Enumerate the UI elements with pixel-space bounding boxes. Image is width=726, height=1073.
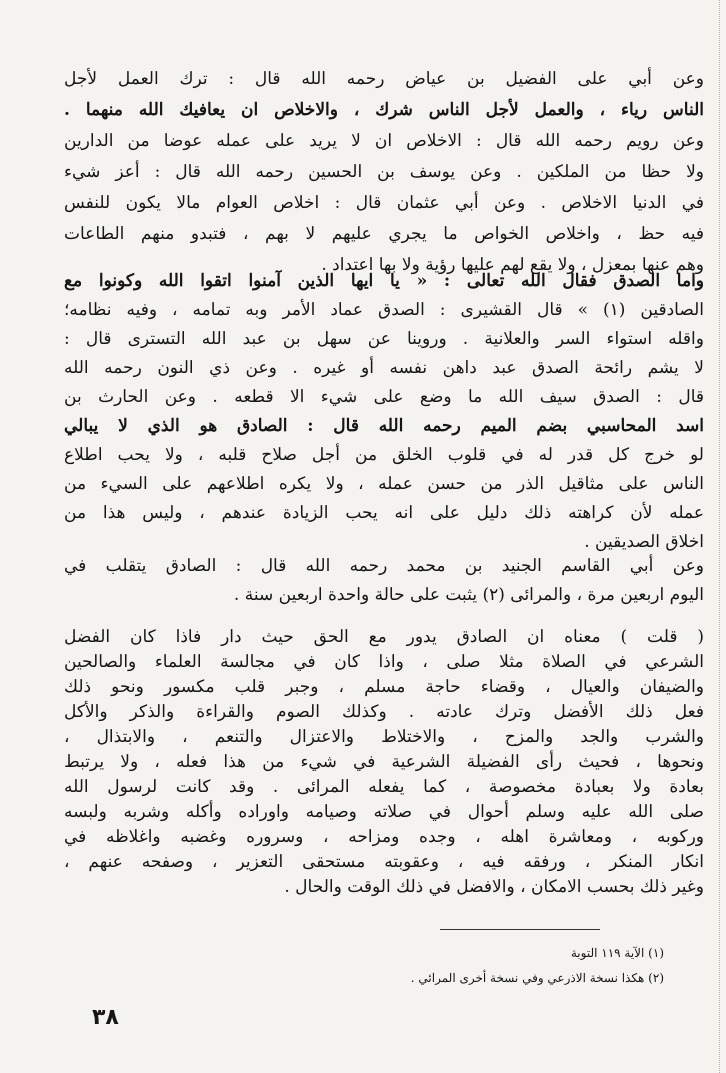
text-line: فعل ذلك الأفضل وترك عادته . وكذلك الصوم والقراءة والذكر والأكل [64, 702, 704, 722]
text-line: الصادقين (١) » قال القشيرى : الصدق عماد الأمر وبه تمامه ، وفيه نظامه؛ [64, 300, 704, 320]
text-line: اسد المحاسبي بضم الميم رحمه الله قال : الصادق هو الذي لا يبالي [64, 416, 704, 436]
text-line: والشرب والجد والمزح ، والاختلاط والاعتزال والتنعم ، والابتذال ، [64, 727, 704, 747]
footnote-2: (٢) هكذا نسخة الاذرعي وفي نسخة أخرى المرائي . [410, 971, 664, 985]
text-line: ( قلت ) معناه ان الصادق يدور مع الحق حيث دار فاذا كان الفضل [64, 627, 704, 647]
text-line: اليوم اربعين مرة ، والمرائى (٢) يثبت على حالة واحدة اربعين سنة . [233, 585, 704, 605]
paragraph-4 [64, 622, 704, 922]
binding-edge [718, 0, 720, 1073]
text-line: واما الصدق فقال الله تعالى : « يا ايها الذين آمنوا اتقوا الله وكونوا مع [64, 271, 704, 291]
page-number: ٣٨ [92, 1005, 119, 1030]
text-line: في الدنيا الاخلاص . وعن أبي عثمان قال : اخلاص العوام مالا يكون للنفس [64, 193, 704, 213]
footnote-rule [440, 929, 600, 930]
text-line: صلى الله عليه وسلم أحوال في صلاته وصيامه واوراده وأكله وشربه ولبسه [64, 802, 704, 822]
text-line: لا يشم رائحة الصدق عبد داهن نفسه أو غيره . وعن ذي النون رحمه الله [64, 358, 704, 378]
text-line: الناس على مثاقيل الذر من حسن عمله ، ولا يكره اطلاعهم على السيء من [64, 474, 704, 494]
text-line: وهم عنها بمعزل ، ولا يقع لهم عليها رؤية ولا بها اعتداد . [321, 255, 704, 275]
text-line: وعن أبي على الفضيل بن عياض رحمه الله قال : ترك العمل لأجل [64, 69, 704, 89]
text-line: واقله استواء السر والعلانية . وروينا عن سهل بن عبد الله التسترى قال : [64, 329, 704, 349]
text-line: والضيفان والعيال ، وقضاء حاجة مسلم ، وجبر قلب مكسور ونحو ذلك [64, 677, 704, 697]
text-line: انكار المنكر ، ورفقه فيه ، وعقوبته مستحقى التعزير ، وصفحه عنهم ، [64, 852, 704, 872]
text-line: بعادة ولا بعبادة مخصوصة ، كما يفعله المرائى . وقد كانت لرسول الله [64, 777, 704, 797]
text-line: ونحوها ، فحيث رأى الفضيلة الشرعية في شيء من هذا فعله ، ولا يرتبط [64, 752, 704, 772]
text-line: لو خرج كل قدر له في قلوب الخلق من أجل صلاح قلبه ، ولا يحب اطلاع [64, 445, 704, 465]
text-line: عمله لأن كراهته ذلك دليل على انه يحب الزيادة عندهم ، وليس هذا من [64, 503, 704, 523]
text-line: الناس رياء ، والعمل لأجل الناس شرك ، والاخلاص ان يعافيك الله منهما . [64, 100, 704, 120]
paragraph-3 [64, 551, 704, 613]
text-line: وركوبه ، ومعاشرة اهله ، وجده ومزاحه ، وسروره وغضبه واغلاظه في [64, 827, 704, 847]
text-line: ولا حظا من الملكين . وعن يوسف بن الحسين رحمه الله قال : أعز شيء [64, 162, 704, 182]
text-line: وغير ذلك بحسب الامكان ، والافضل في ذلك الوقت والحال . [284, 877, 704, 897]
paragraph-2 [64, 266, 704, 566]
paragraph-1 [64, 64, 704, 284]
text-line: فيه حظ ، واخلاص الخواص ما يجري عليهم لا بهم ، فتبدو منهم الطاعات [64, 224, 704, 244]
text-line: وعن رويم رحمه الله قال : الاخلاص ان لا يريد على عمله عوضا من الدارين [64, 131, 704, 151]
text-line: وعن أبي القاسم الجنيد بن محمد رحمه الله قال : الصادق يتقلب في [64, 556, 704, 576]
text-line: الشرعي في الصلاة مثلا صلى ، واذا كان في مجالسة العلماء والصالحين [64, 652, 704, 672]
text-line: قال : الصدق سيف الله ما وضع على شيء الا قطعه . وعن الحارث بن [64, 387, 704, 407]
text-line: اخلاق الصديقين . [584, 532, 704, 552]
footnote-1: (١) الآية ١١٩ التوبة [570, 946, 664, 960]
